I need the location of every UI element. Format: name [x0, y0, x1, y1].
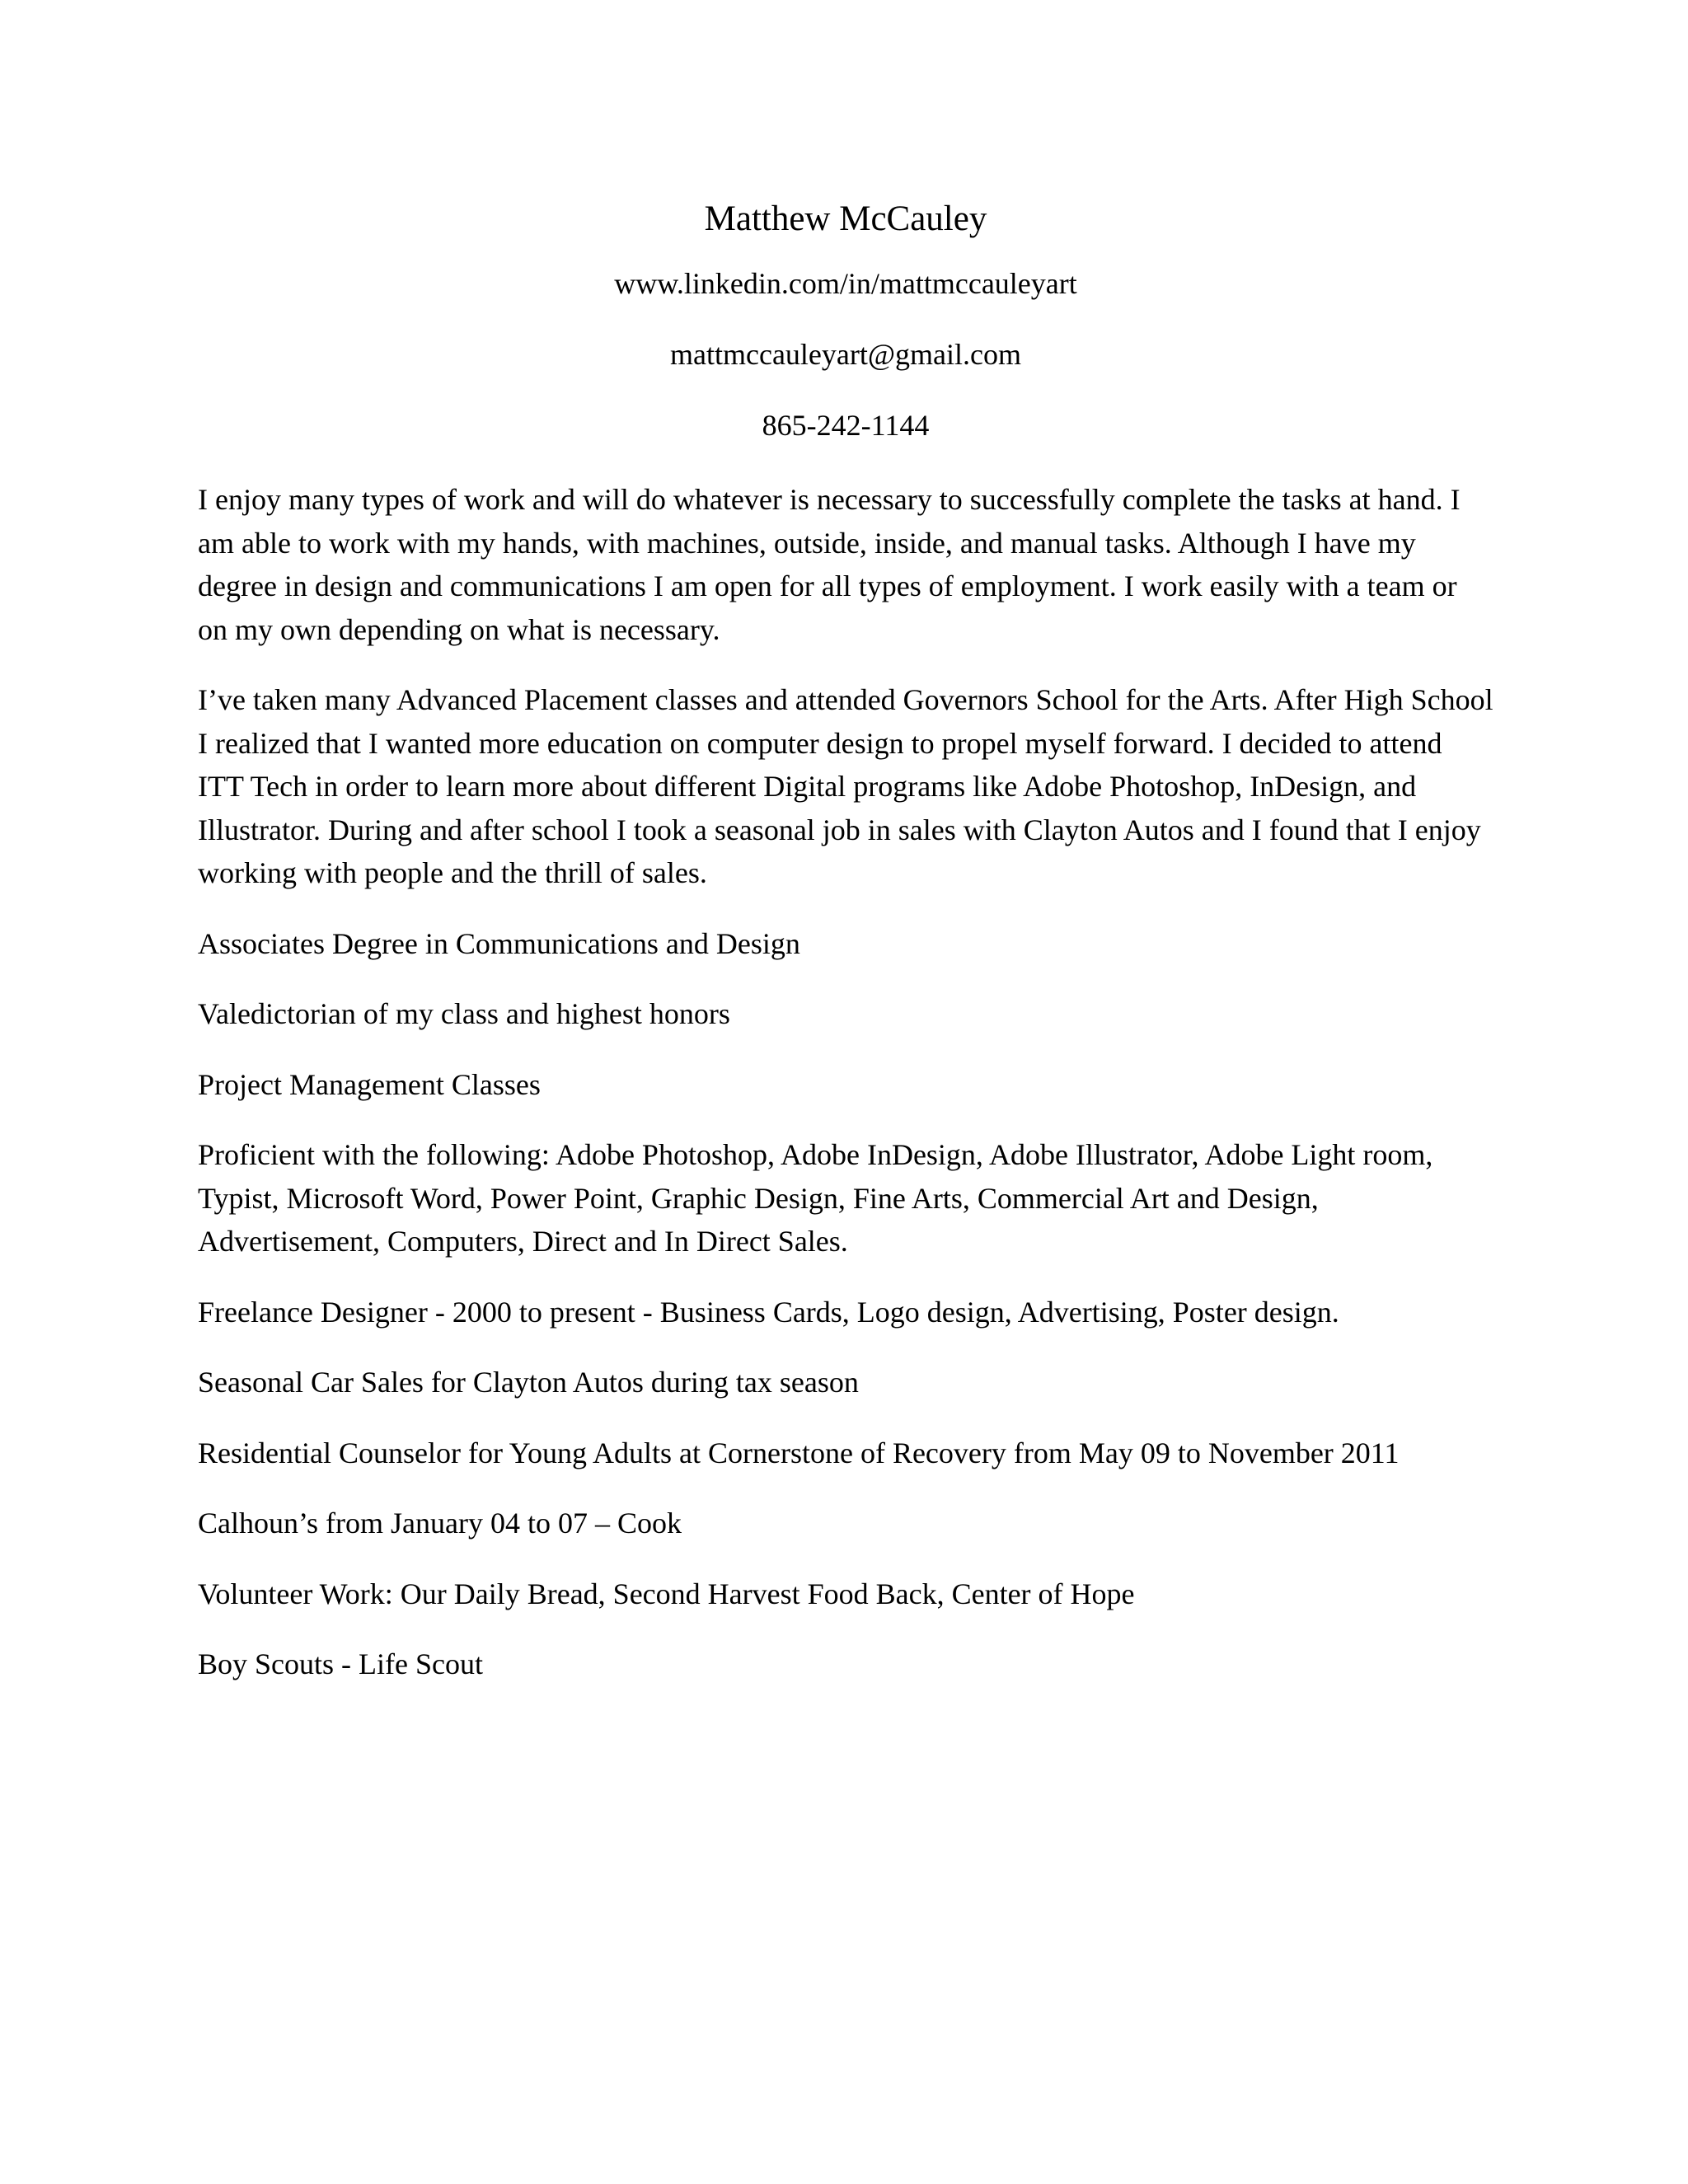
- honors-line: Valedictorian of my class and highest honors: [198, 997, 730, 1030]
- cook-line: Calhoun’s from January 04 to 07 – Cook: [198, 1507, 682, 1540]
- counselor-line: Residential Counselor for Young Adults at Cornerstone of Recovery from May 09 to November 2011: [198, 1436, 1400, 1469]
- phone-number: 865-242-1144: [762, 409, 930, 442]
- volunteer-line: Volunteer Work: Our Daily Bread, Second Harvest Food Back, Center of Hope: [198, 1577, 1135, 1610]
- linkedin-url: www.linkedin.com/in/mattmccauleyart: [614, 267, 1077, 300]
- resume-name: Matthew McCauley: [704, 199, 987, 238]
- education-paragraph: I’ve taken many Advanced Placement classes and attended Governors School for the Arts. After High School I realized that I wanted more education on computer design to propel myself forward. I decided to attend ITT Tech in order to learn more about different Digital programs like Adobe Photoshop, InDesign, and Illustrator. During and after school I took a seasonal job in sales with Clayton Autos and I found that I enjoy working with people and the thrill of sales.: [198, 683, 1493, 889]
- email-address: mattmccauleyart@gmail.com: [670, 338, 1021, 371]
- degree-line: Associates Degree in Communications and Design: [198, 926, 800, 960]
- car-sales-line: Seasonal Car Sales for Clayton Autos during tax season: [198, 1366, 859, 1399]
- classes-line: Project Management Classes: [198, 1067, 541, 1101]
- summary-paragraph: I enjoy many types of work and will do whatever is necessary to successfully complete the tasks at hand. I am able to work with my hands, with machines, outside, inside, and manual tasks. Although I have my degree in design and communications I am open for all types of employment. I work easily with a team or on my own depending on what is necessary.: [198, 483, 1461, 646]
- resume-header: [198, 198, 1493, 443]
- skills-paragraph: Proficient with the following: Adobe Photoshop, Adobe InDesign, Adobe Illustrator, Adobe Light room, Typist, Microsoft Word, Power Point, Graphic Design, Fine Arts, Commercial Art and Design, Advertisement, Computers, Direct and In Direct Sales.: [198, 1138, 1433, 1258]
- freelance-line: Freelance Designer - 2000 to present - Business Cards, Logo design, Advertising, Poster design.: [198, 1295, 1339, 1329]
- scouts-line: Boy Scouts - Life Scout: [198, 1647, 483, 1680]
